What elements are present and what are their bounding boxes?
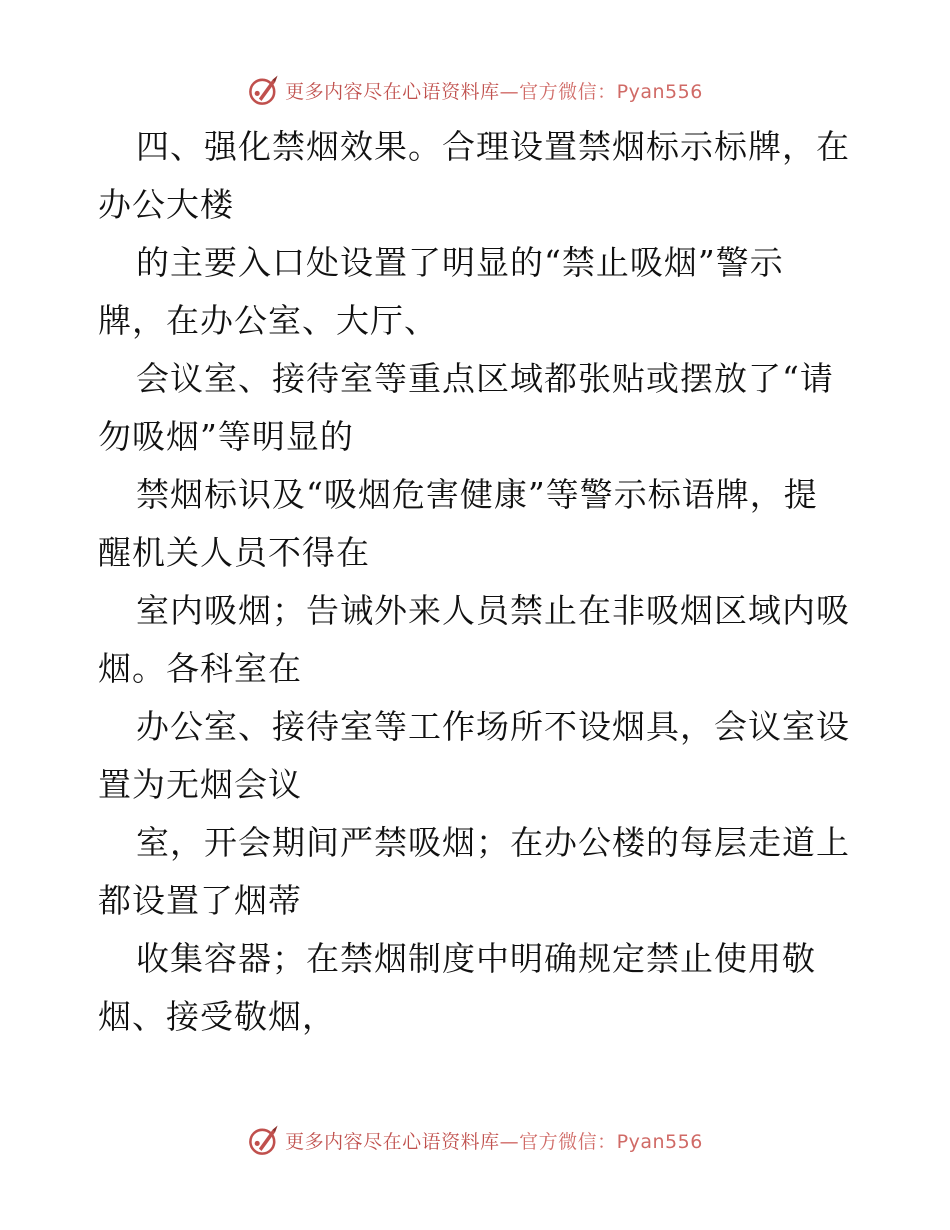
paragraph-line: 都设置了烟蒂 xyxy=(98,881,302,920)
paragraph-line: 醒机关人员不得在 xyxy=(98,533,370,572)
paragraph-line: 办公室、接待室等工作场所不设烟具，会议室设 xyxy=(136,707,850,746)
header-banner xyxy=(0,70,950,110)
banner-text-tail: —官方微信：Pyan556 xyxy=(499,80,703,103)
banner-text-main: 更多内容尽在心语资料库 xyxy=(285,1130,500,1153)
banner-text-tail: —官方微信：Pyan556 xyxy=(499,1130,703,1153)
banner-text xyxy=(285,77,703,104)
quill-pen-logo-icon xyxy=(247,73,281,107)
paragraph-line: 收集容器；在禁烟制度中明确规定禁止使用敬 xyxy=(136,939,816,978)
paragraph-line: 办公大楼 xyxy=(98,185,234,224)
footer-banner xyxy=(0,1120,950,1160)
paragraph xyxy=(98,118,858,234)
paragraph xyxy=(98,698,858,814)
paragraph-line: 室内吸烟；告诫外来人员禁止在非吸烟区域内吸 xyxy=(136,591,850,630)
paragraph-line: 勿吸烟”等明显的 xyxy=(98,417,354,456)
paragraph xyxy=(98,350,858,466)
paragraph xyxy=(98,814,858,930)
paragraph-line: 会议室、接待室等重点区域都张贴或摆放了“请 xyxy=(136,359,834,398)
paragraph-line: 牌，在办公室、大厅、 xyxy=(98,301,438,340)
paragraph-line: 置为无烟会议 xyxy=(98,765,302,804)
paragraph-line: 烟、接受敬烟， xyxy=(98,997,336,1036)
paragraph-line: 的主要入口处设置了明显的“禁止吸烟”警示 xyxy=(136,243,784,282)
paragraph xyxy=(98,234,858,350)
paragraph xyxy=(98,466,858,582)
paragraph-line: 烟。各科室在 xyxy=(98,649,302,688)
banner-text xyxy=(285,1127,703,1154)
paragraph xyxy=(98,582,858,698)
paragraph-line: 禁烟标识及“吸烟危害健康”等警示标语牌，提 xyxy=(136,475,818,514)
paragraph xyxy=(98,930,858,1046)
paragraph-line: 室，开会期间严禁吸烟；在办公楼的每层走道上 xyxy=(136,823,850,862)
banner-text-main: 更多内容尽在心语资料库 xyxy=(285,80,500,103)
paragraph-line: 四、强化禁烟效果。合理设置禁烟标示标牌，在 xyxy=(136,127,850,166)
document-body xyxy=(98,118,858,1046)
quill-pen-logo-icon xyxy=(247,1123,281,1157)
